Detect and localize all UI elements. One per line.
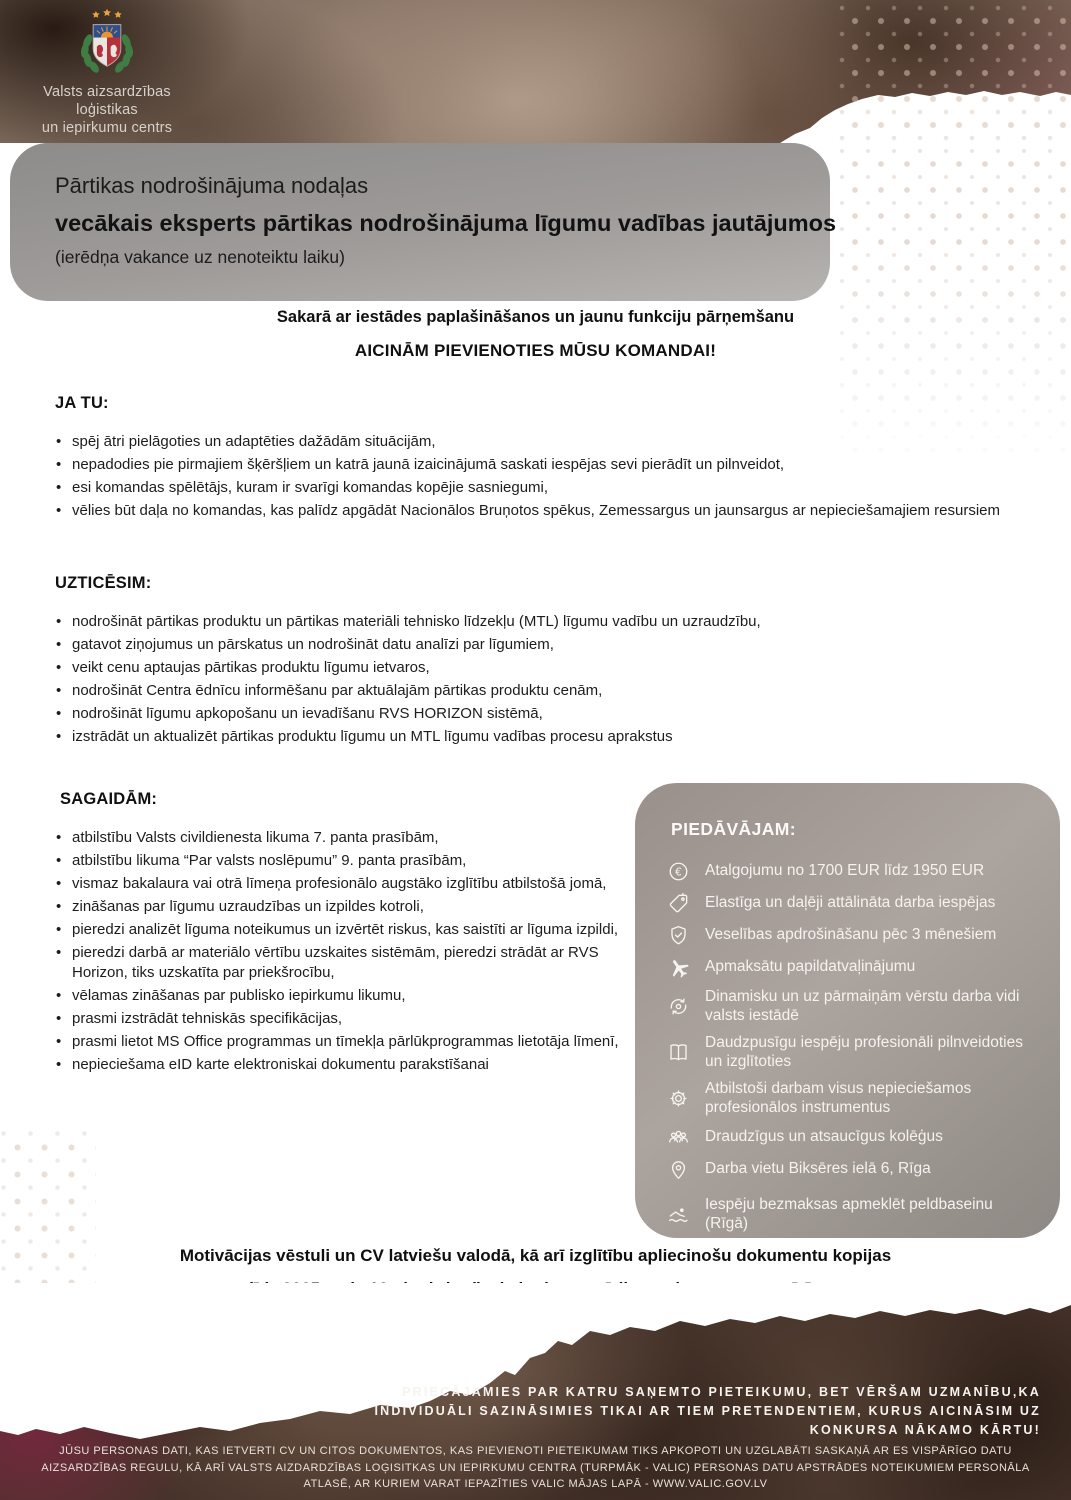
section-heading: SAGAIDĀM: (60, 790, 158, 808)
offer-item: € Atalgojumu no 1700 EUR līdz 1950 EUR (667, 860, 1034, 883)
offer-item: Elastīga un daļēji attālināta darba iespējas (667, 892, 1034, 915)
latvia-coat-of-arms-icon (75, 8, 139, 80)
section-heading: UZTICĒSIM: (55, 574, 152, 592)
list-item: • vēlamas zināšanas par publisko iepirkumu likumu, (55, 986, 630, 1006)
list-item: • esi komandas spēlētājs, kuram ir svarīgi komandas kopējie sasniegumi, (55, 478, 1030, 498)
euro-icon (667, 860, 690, 883)
remote-work-icon (667, 892, 690, 915)
list-item: • atbilstību Valsts civildienesta likuma 7. panta prasībām, (55, 828, 630, 848)
list-item: • atbilstību likuma “Par valsts noslēpumu” 9. panta prasībām, (55, 851, 630, 871)
list-item: • pieredzi analizēt līguma noteikumus un izvērtēt riskus, kas saistīti ar līguma izpildi, (55, 920, 630, 940)
location-pin-icon (667, 1158, 690, 1181)
halftone-dots-photo (836, 0, 1071, 143)
title-box (10, 143, 837, 301)
intro-line-2: AICINĀM PIEVIENOTIES MŪSU KOMANDAI! (354, 341, 717, 360)
org-name: Valsts aizsardzības loģistikas un iepirkumu centrs (41, 84, 173, 136)
offer-item: Draudzīgus un atsaucīgus kolēģus (667, 1126, 1034, 1149)
offer-heading: PIEDĀVĀJAM: (671, 819, 796, 839)
list-item: • nodrošināt līgumu apkopošanu un ievadīšanu RVS HORIZON sistēmā, (55, 704, 1030, 724)
department-title: Pārtikas nodrošinājuma nodaļas (55, 173, 369, 198)
list-item: • prasmi lietot MS Office programmas un tīmekļa pārlūkprogrammas lietotāja līmenī, (55, 1032, 630, 1052)
list-item: • gatavot ziņojumus un pārskatus un nodrošināt datu analīzi par līgumiem, (55, 635, 1030, 655)
svg-text:€: € (675, 866, 682, 879)
section-heading: JA TU: (55, 394, 109, 412)
colleagues-icon (667, 1126, 690, 1149)
shield-check-icon (667, 924, 690, 947)
swimmer-icon (667, 1203, 690, 1226)
intro-section (0, 308, 1071, 361)
position-title: vecākais eksperts pārtikas nodrošinājuma līgumu vadības jautājumos (55, 210, 837, 236)
list-item: • nepadodies pie pirmajiem šķēršļiem un katrā jaunā izaicinājumā saskati iespējas sevi pierādīt un pilnveidot, (55, 455, 1030, 475)
intro-line-1: Sakarā ar iestādes paplašināšanos un jaunu funkciju pārņemšanu (276, 308, 795, 326)
offer-item: Atbilstoši darbam visus nepieciešamos profesionālos instrumentus (667, 1080, 1034, 1117)
list-item: • spēj ātri pielāgoties un adaptēties dažādām situācijām, (55, 432, 1030, 452)
list-item: • izstrādāt un aktualizēt pārtikas produktu līgumu un MTL līgumu vadības procesu aprakstus (55, 727, 1030, 747)
logo-block (23, 8, 191, 137)
list-item: • nepieciešama eID karte elektroniskai dokumentu parakstīšanai (55, 1055, 630, 1075)
airplane-icon (667, 956, 690, 979)
offer-item: Iespēju bezmaksas apmeklēt peldbaseinu (Rīgā) (667, 1196, 1034, 1233)
gear-icon (667, 1087, 690, 1110)
list-item: • zināšanas par līgumu uzraudzības un izpildes kotroli, (55, 897, 630, 917)
footer (0, 1283, 1071, 1500)
list-item: • nodrošināt Centra ēdnīcu informēšanu par aktuālajām pārtikas produktu cenām, (55, 681, 1030, 701)
list-item: • vēlies būt daļa no komandas, kas palīdz apgādāt Nacionālos Bruņotos spēkus, Zemessargus un jaunsargus ar nepieciešamajiem resursiem (55, 501, 1030, 521)
list-item: • nodrošināt pārtikas produktu un pārtikas materiāli tehnisko līdzekļu (MTL) līgumu vadību un uzraudzību, (55, 612, 1030, 632)
section-uzticesim (55, 574, 1030, 750)
offer-item: Darba vietu Biksēres ielā 6, Rīga (667, 1158, 1034, 1181)
section-ja-tu (55, 394, 1030, 524)
vacancy-note: (ierēdņa vakance uz nenoteiktu laiku) (55, 247, 345, 267)
list-item: • vismaz bakalaura vai otrā līmeņa profesionālo augstāko izglītību atbilstošā jomā, (55, 874, 630, 894)
offer-box (635, 783, 1060, 1238)
list-item: • prasmi izstrādāt tehniskās specifikācijas, (55, 1009, 630, 1029)
footer-notice: PRIECĀJAMIES PAR KATRU SAŅEMTO PIETEIKUMU, BET VĒRŠAM UZMANĪBU,KA INDIVIDUĀLI SAZINĀSIMIES TIKAI AR TIEM PRETENDENTIEM, KURUS AICINĀSIM UZ KONKURSA NĀKAMO KĀRTU! (374, 1385, 1041, 1437)
book-icon (667, 1041, 690, 1064)
list-item: • pieredzi darbā ar materiālo vērtību uzskaites sistēmām, pieredzi strādāt ar RVS Horizon, tiks uzskatīta par priekšrocību, (55, 943, 630, 983)
header-photo (0, 0, 1071, 143)
footer-privacy: JŪSU PERSONAS DATI, KAS IETVERTI CV UN CITOS DOKUMENTOS, KAS PIEVIENOTI PIETEIKUMAM TIKS APKOPOTI UN UZGLABĀTI SASKAŅĀ AR ES VISPĀRĪGO DATU AIZSARDZĪBAS REGULU, KĀ ARĪ VALSTS AIZDARDZĪBAS LOĢISITKAS UN IEPIRKUMU CENTRA (TURPMĀK - VALIC) PERSONAS DATU APSTRĀDES NOTEIKUMIEM PERSONĀLA ATLASĒ, AR KURIEM VARAT IEPAZĪTIES VALIC MĀJAS LAPĀ - WWW.VALIC.GOV.LV (41, 1445, 1030, 1490)
offer-item: Apmaksātu papildatvaļinājumu (667, 956, 1034, 979)
closing-line-1: Motivācijas vēstuli un CV latviešu valodā, kā arī izglītību apliecinošu dokumentu kopijas (179, 1246, 892, 1265)
offer-item: Daudzpusīgu iespēju profesionāli pilnveidoties un izglītoties (667, 1034, 1034, 1071)
offer-item: Dinamisku un uz pārmaiņām vērstu darba vidi valsts iestādē (667, 988, 1034, 1025)
list-item: • veikt cenu aptaujas pārtikas produktu līgumu ietvaros, (55, 658, 1030, 678)
change-cycle-icon (667, 995, 690, 1018)
section-sagaidam (55, 790, 630, 1078)
offer-item: Veselības apdrošināšanu pēc 3 mēnešiem (667, 924, 1034, 947)
